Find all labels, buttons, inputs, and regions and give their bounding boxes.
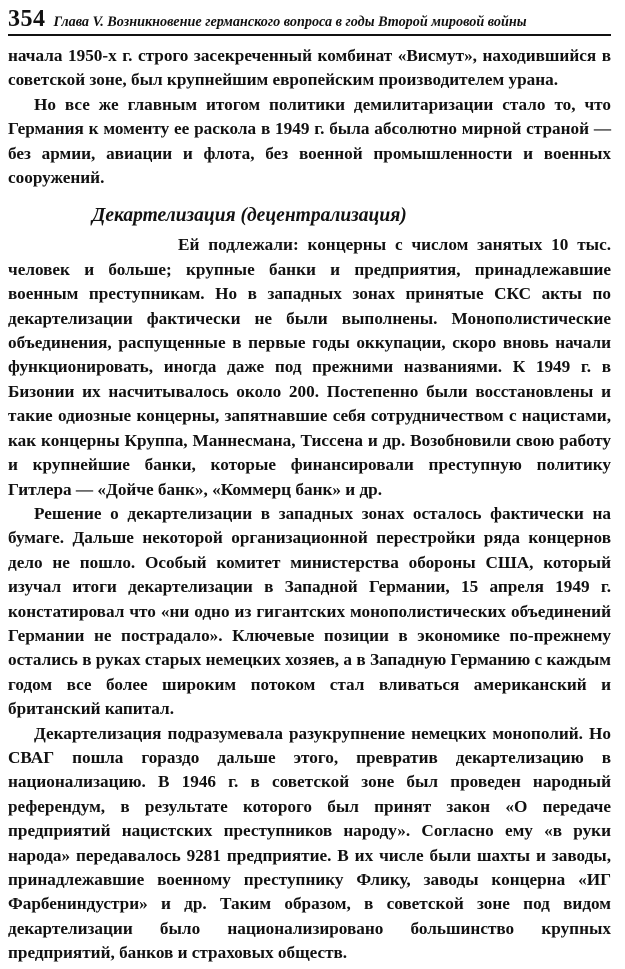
running-title: Глава V. Возникновение германского вопроса в годы Второй мировой войны (53, 14, 527, 30)
paragraph-continued: начала 1950-х г. строго засекреченный комбинат «Висмут», находившийся в советской зоне, был крупнейшим европейским производителем урана. (8, 46, 611, 90)
paragraph-western-zones: Решение о декартелизации в западных зонах осталось фактически на бумаге. Дальше некоторой организационной перестройки ряда концернов дело не пошло. Особый комитет министерства обороны США, который изучал итоги декартелизации в Западной Германии, 15 апреля 1949 г. констатировал что «ни одно из гигантских монополистических объединений Германии не пострадало». Ключевые позиции в экономике по-прежнему остались в руках старых немецких хозяев, а в Западную Германию с каждым годом все более широким потоком стал вливаться американский и британский капитал. (8, 503, 611, 719)
section-title: Декартелизация (децентрализация) (92, 205, 407, 227)
paragraph-soviet-zone: Декартелизация подразумевала разукрупнение немецких монополий. Но СВАГ пошла гораздо дальше этого, превратив декартелизацию в национализацию. В 1946 г. в советской зоне был проведен народный референдум, в результате которого был принят закон «О передаче предприятий нацистских преступников народу». Согласно ему «в руки народа» передавалось 9281 предприятие. В их числе были шахты и заводы, принадлежавшие военному преступнику Флику, заводы концерна «ИГ Фарбениндустри» и др. Таким образом, в советской зоне под видом декартелизации было национализировано большинство крупных предприятий, банков и страховых обществ. (8, 723, 611, 963)
header-rule (8, 34, 611, 36)
page-number: 354 (8, 6, 46, 32)
paragraph-decartelization-scope: Ей подлежали: концерны с числом занятых 10 тыс. человек и больше; крупные банки и предприятия, принадлежавшие военным преступникам. Но в западных зонах принятые СКС акты по декартелизации фактически не были выполнены. Монополистические объединения, распущенные в первые годы оккупации, скоро вновь начали функционировать, иногда даже под прежними названиями. К 1949 г. в Бизонии их насчитывалось около 200. Постепенно были восстановлены и такие одиозные концерны, запятнавшие себя сотрудничеством с нацистами, как концерны Круппа, Маннесмана, Тиссена и др. Возобновили свою работу и крупнейшие банки, которые финансировали преступную политику Гитлера — «Дойче банк», «Коммерц банк» и др. (8, 235, 611, 499)
paragraph-demilitarization-summary: Но все же главным итогом политики демилитаризации стало то, что Германия к моменту ее раскола в 1949 г. была абсолютно мирной страной — без армии, авиации и флота, без военной промышленности и военных сооружений. (8, 94, 611, 188)
page-header (8, 6, 611, 32)
